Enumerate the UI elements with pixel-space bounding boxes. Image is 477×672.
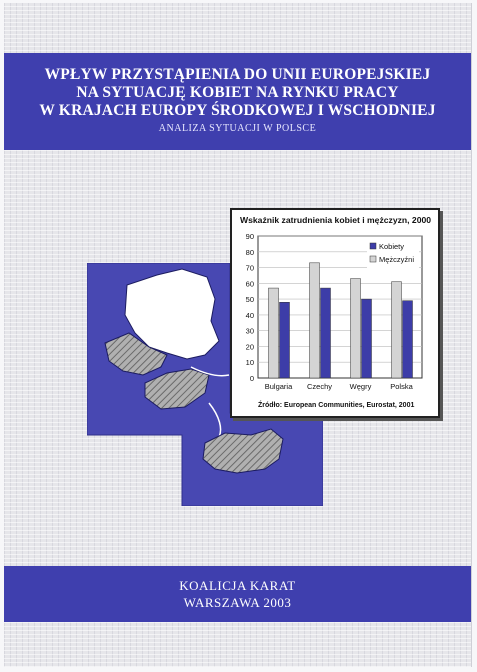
y-tick-label: 80 bbox=[245, 247, 254, 257]
bar-women bbox=[280, 302, 290, 378]
subtitle: ANALIZA SYTUACJI W POLSCE bbox=[158, 123, 317, 134]
y-tick-label: 0 bbox=[249, 374, 254, 383]
bar-men bbox=[351, 279, 361, 378]
y-tick-label: 20 bbox=[245, 342, 254, 352]
y-tick-label: 40 bbox=[245, 310, 254, 320]
legend-swatch bbox=[370, 243, 376, 249]
x-tick-label: Polska bbox=[390, 382, 413, 391]
y-tick-label: 10 bbox=[245, 358, 254, 368]
book-cover bbox=[4, 3, 472, 667]
legend-swatch bbox=[370, 256, 376, 262]
title-band bbox=[4, 53, 471, 150]
publication-place-year: WARSZAWA 2003 bbox=[183, 595, 292, 610]
chart-plot bbox=[232, 210, 438, 416]
bar-women bbox=[321, 288, 331, 378]
bar-men bbox=[392, 282, 402, 378]
title-line-2: NA SYTUACJĘ KOBIET NA RYNKU PRACY bbox=[76, 84, 399, 101]
x-tick-label: Czechy bbox=[306, 382, 333, 391]
title-line-1: WPŁYW PRZYSTĄPIENIA DO UNII EUROPEJSKIEJ bbox=[44, 66, 431, 83]
bar-men bbox=[269, 288, 279, 378]
chart-title: Wskaźnik zatrudnienia kobiet i mężczyzn, 2000 bbox=[240, 215, 432, 225]
bar-women bbox=[403, 301, 413, 378]
x-tick-label: Węgry bbox=[349, 382, 372, 391]
y-tick-label: 30 bbox=[245, 326, 254, 336]
y-tick-label: 50 bbox=[245, 295, 254, 305]
chart-source: Źródło: European Communities, Eurostat, 2001 bbox=[258, 402, 415, 409]
y-tick-label: 70 bbox=[245, 263, 254, 273]
legend-label: Mężczyźni bbox=[379, 255, 415, 264]
y-tick-label: 90 bbox=[245, 232, 254, 241]
publisher-name: KOALICJA KARAT bbox=[179, 578, 296, 593]
x-tick-label: Bulgaria bbox=[264, 382, 293, 391]
publisher-band bbox=[4, 566, 471, 622]
title-line-3: W KRAJACH EUROPY ŚRODKOWEJ I WSCHODNIEJ bbox=[39, 102, 436, 119]
bar-men bbox=[310, 263, 320, 378]
employment-chart bbox=[230, 208, 440, 418]
bar-women bbox=[362, 299, 372, 378]
y-tick-label: 60 bbox=[245, 279, 254, 289]
legend-label: Kobiety bbox=[379, 242, 405, 251]
